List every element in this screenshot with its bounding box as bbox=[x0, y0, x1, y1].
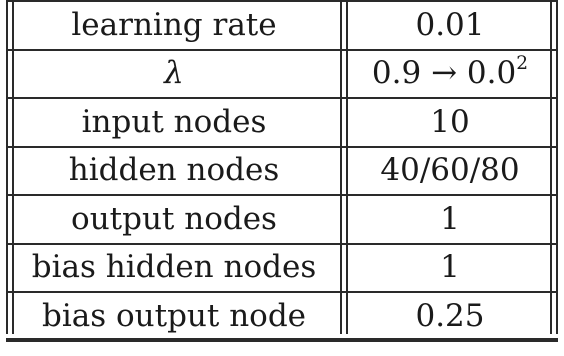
column-divider-left bbox=[340, 0, 342, 334]
param-value-hidden-nodes: 40/60/80 bbox=[342, 147, 558, 196]
param-label-bias-output-node: bias output node bbox=[6, 292, 342, 341]
column-divider-right bbox=[346, 0, 348, 334]
param-value-bias-output-node: 0.25 bbox=[342, 292, 558, 341]
param-label-input-nodes: input nodes bbox=[6, 98, 342, 147]
param-value-learning-rate: 0.01 bbox=[342, 1, 558, 50]
param-label-lambda: λ bbox=[6, 50, 342, 99]
param-value-output-nodes: 1 bbox=[342, 195, 558, 244]
param-value-input-nodes: 10 bbox=[342, 98, 558, 147]
table-outer-double-border bbox=[6, 0, 558, 334]
table-bottom-rule bbox=[6, 338, 558, 340]
param-label-learning-rate: learning rate bbox=[6, 1, 342, 50]
lambda-value-base: 0.9 → 0.0 bbox=[371, 55, 517, 92]
parameter-table-frame bbox=[6, 0, 558, 334]
lambda-value-exponent: 2 bbox=[516, 53, 529, 75]
param-label-bias-hidden-nodes: bias hidden nodes bbox=[6, 244, 342, 293]
param-label-hidden-nodes: hidden nodes bbox=[6, 147, 342, 196]
param-value-bias-hidden-nodes: 1 bbox=[342, 244, 558, 293]
param-label-output-nodes: output nodes bbox=[6, 195, 342, 244]
